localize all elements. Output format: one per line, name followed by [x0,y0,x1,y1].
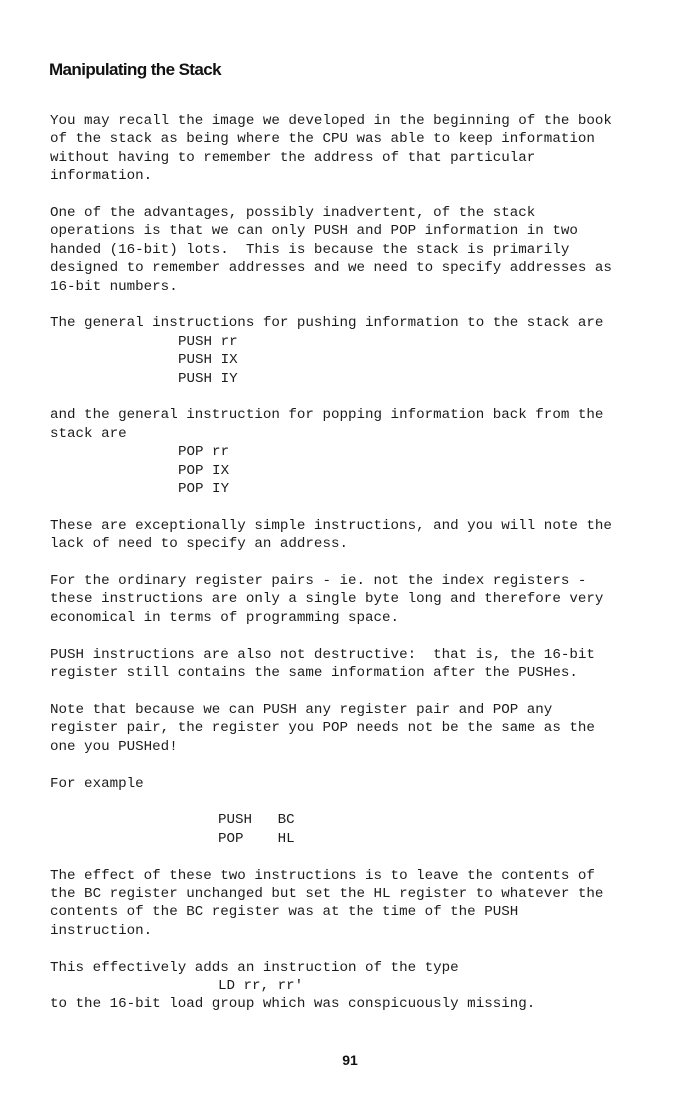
code-line: POP rr [178,444,230,461]
text-line: lack of need to specify an address. [50,536,348,553]
text-line: without having to remember the address of that particular [50,149,536,166]
text-line: PUSH instructions are also not destructive: that is, the 16-bit [50,646,595,663]
paragraph-for-example [50,775,675,793]
text-line: The general instructions for pushing information to the stack are [50,315,604,332]
text-line: 16-bit numbers. [50,278,178,295]
text-line: and the general instruction for popping information back from the [50,407,604,424]
text-line: the BC register unchanged but set the HL register to whatever the [50,885,604,902]
code-line: POP IY [178,481,230,498]
code-line: LD rr, rr' [218,977,304,994]
paragraph-simple-instructions [50,517,675,554]
text-line: operations is that we can only PUSH and POP information in two [50,223,578,240]
text-line: These are exceptionally simple instructions, and you will note the [50,517,612,534]
text-line: stack are [50,425,127,442]
text-line: economical in terms of programming space. [50,609,400,626]
paragraph-register-pairs [50,572,675,627]
text-line: Note that because we can PUSH any register pair and POP any [50,701,553,718]
text-line: For example [50,775,144,792]
text-line: one you PUSHed! [50,738,178,755]
section-heading: Manipulating the Stack [49,60,221,79]
body-text [50,112,675,1032]
code-line: POP HL [218,830,295,847]
paragraph-load-group [50,959,675,1014]
text-line: You may recall the image we developed in the beginning of the book [50,113,612,129]
example-code-block [50,811,675,848]
text-line: register still contains the same information after the PUSHes. [50,665,578,682]
text-line: The effect of these two instructions is to leave the contents of [50,867,595,884]
text-line: register pair, the register you POP needs not be the same as the [50,720,595,737]
paragraph-note [50,701,675,756]
code-line: PUSH IX [178,352,238,369]
text-line: information. [50,168,153,185]
code-line: PUSH IY [178,370,238,387]
text-line: One of the advantages, possibly inadvertent, of the stack [50,205,536,222]
text-line: handed (16-bit) lots. This is because the stack is primarily [50,241,570,258]
page-number: 91 [342,1052,358,1068]
text-line: to the 16-bit load group which was conspicuously missing. [50,996,536,1013]
paragraph-not-destructive [50,646,675,683]
text-line: of the stack as being where the CPU was able to keep information [50,131,595,148]
paragraph-push-instructions [50,314,675,388]
text-line: For the ordinary register pairs - ie. not the index registers - [50,573,587,590]
paragraph-pop-instructions [50,406,675,498]
code-line: POP IX [178,462,230,479]
code-line: PUSH rr [178,333,238,350]
text-line: This effectively adds an instruction of the type [50,959,459,976]
text-line: designed to remember addresses and we need to specify addresses as [50,260,612,277]
paragraph-advantages [50,204,675,296]
paragraph-stack-recall [50,112,675,186]
text-line: instruction. [50,922,153,939]
text-line: these instructions are only a single byte long and therefore very [50,591,604,608]
text-line: contents of the BC register was at the time of the PUSH [50,904,519,921]
paragraph-effect [50,867,675,941]
code-line: PUSH BC [218,812,295,829]
